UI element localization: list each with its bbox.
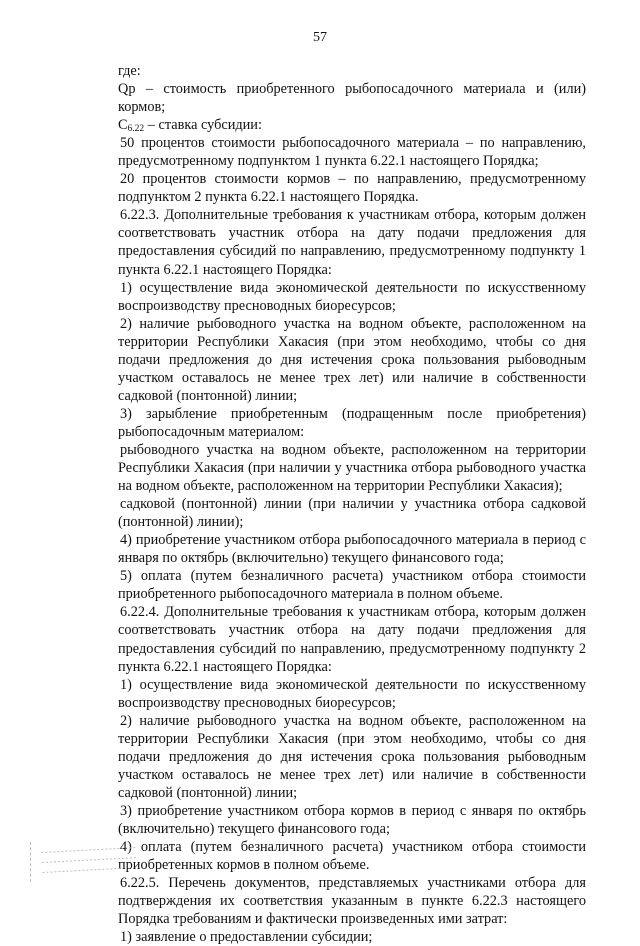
document-body [118,62,586,946]
paragraph-6-22-4-item-2: 2) наличие рыбоводного участка на водном объекте, расположенном на территории Республики Хакасия (при этом необходимо, чтобы со дня подачи предложения до дня истечения срока пользования рыбоводным участком оставалось не менее трех лет) или наличие в собственности садковой (понтонной) линии; [118,712,586,801]
symbol-c-subscript: 6.22 [127,124,145,135]
paragraph-6-22-3: 6.22.3. Дополнительные требования к участникам отбора, которым должен соответствовать участник отбора на дату подачи предложения для предоставления субсидий по направлению, предусмотренному подпункту 1 пункта 6.22.1 настоящего Порядка: [118,207,586,278]
paragraph-qr-definition: Qр – стоимость приобретенного рыбопосадочного материала и (или) кормов; [118,81,586,116]
paragraph-6-22-4-item-4: 4) оплата (путем безналичного расчета) участником отбора стоимости приобретенных кормов в полном объеме. [118,839,586,874]
paragraph-where: где: [118,63,141,79]
faded-stamp [30,842,142,882]
paragraph-rate-50: 50 процентов стоимости рыбопосадочного материала – по направлению, предусмотренному подпунктом 1 пункта 6.22.1 настоящего Порядка; [118,135,586,170]
paragraph-6-22-3-item-3a: рыбоводного участка на водном объекте, расположенном на территории Республики Хакасия (при наличии у участника отбора рыбоводного участка на водном объекте, расположенном на территории Республики Хакасия); [118,441,586,495]
paragraph-subsidy-rate [118,116,586,134]
paragraph-6-22-4-item-3: 3) приобретение участником отбора кормов в период с января по октябрь (включительно) текущего финансового года; [118,802,586,837]
stamp-border [30,842,39,882]
page-number: 57 [313,30,327,45]
paragraph-6-22-5-item-1: 1) заявление о предоставлении субсидии; [120,929,373,946]
paragraph-6-22-3-item-2: 2) наличие рыбоводного участка на водном объекте, расположенном на территории Республики Хакасия (при этом необходимо, чтобы со дня подачи предложения до дня истечения срока пользования рыбоводным участком оставалось не менее трех лет) или наличие в собственности садковой (понтонной) линии; [118,315,586,404]
paragraph-6-22-3-item-3b: садковой (понтонной) линии (при наличии у участника отбора садковой (понтонной) линии); [118,496,586,531]
symbol-c-base: С [118,117,128,134]
paragraph-6-22-3-item-1: 1) осуществление вида экономической деятельности по искусственному воспроизводству пресноводных биоресурсов; [118,279,586,314]
paragraph-rate-20: 20 процентов стоимости кормов – по направлению, предусмотренному подпунктом 2 пункта 6.22.1 настоящего Порядка. [118,171,586,206]
paragraph-6-22-5: 6.22.5. Перечень документов, представляемых участниками отбора для подтверждения их соответствия указанным в пункте 6.22.3 настоящего Порядка требованиям и фактически произведенных ими затрат: [118,875,586,928]
subsidy-rate-text: – ставка субсидии: [147,117,262,134]
stamp-lines [39,841,141,882]
paragraph-6-22-3-item-4: 4) приобретение участником отбора рыбопосадочного материала в период с января по октябрь (включительно) текущего финансового года; [118,532,586,567]
paragraph-6-22-3-item-3: 3) зарыбление приобретенным (подращенным после приобретения) рыбопосадочным материалом: [118,405,586,440]
paragraph-6-22-3-item-5: 5) оплата (путем безналичного расчета) участником отбора стоимости приобретенного рыбопосадочного материала в полном объеме. [118,568,586,603]
paragraph-6-22-4-item-1: 1) осуществление вида экономической деятельности по искусственному воспроизводству пресноводных биоресурсов; [118,676,586,711]
paragraph-6-22-4: 6.22.4. Дополнительные требования к участникам отбора, которым должен соответствовать участник отбора на дату подачи предложения для предоставления субсидий по направлению, предусмотренному подпункту 2 пункта 6.22.1 настоящего Порядка: [118,604,586,675]
